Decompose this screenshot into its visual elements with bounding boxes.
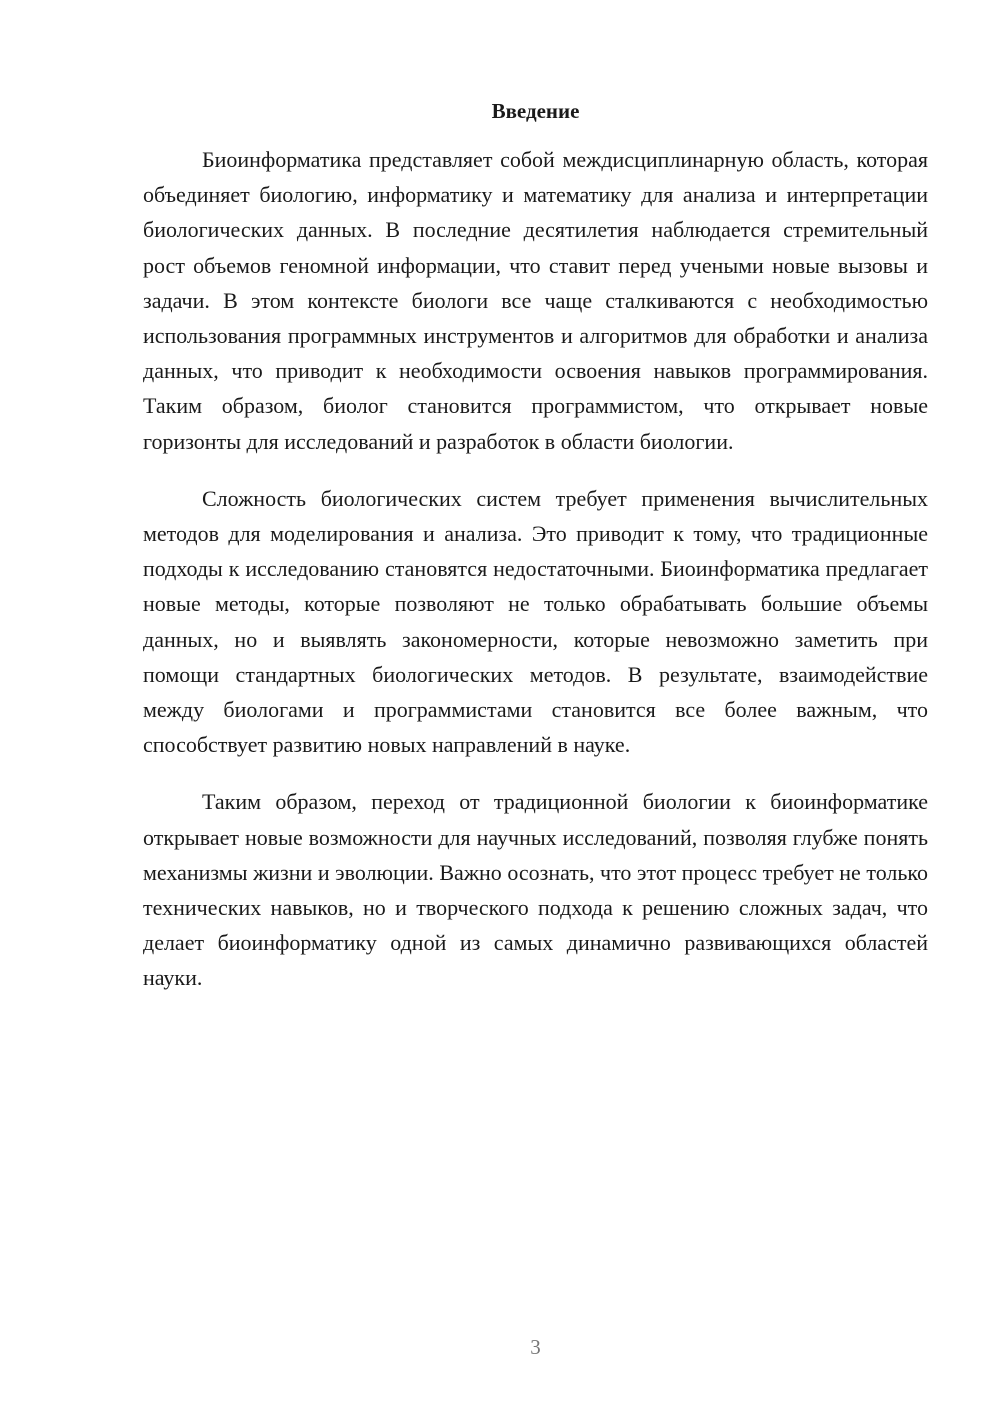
document-page: [143, 0, 928, 1414]
page-number: 3: [530, 1335, 541, 1359]
paragraph-1: Биоинформатика представляет собой междисциплинарную область, которая объединяет биологию, информатику и математику для анализа и интерпретации биологических данных. В последние десятилетия наблюдается стремительный рост объемов геномной информации, что ставит перед учеными новые вызовы и задачи. В этом контексте биологи все чаще сталкиваются с необходимостью использования программных инструментов и алгоритмов для обработки и анализа данных, что приводит к необходимости освоения навыков программирования. Таким образом, биолог становится программистом, что открывает новые горизонты для исследований и разработок в области биологии.: [143, 147, 928, 454]
section-heading: Введение: [491, 99, 580, 123]
paragraph-2: Сложность биологических систем требует применения вычислительных методов для моделирования и анализа. Это приводит к тому, что традиционные подходы к исследованию становятся недостаточными. Биоинформатика предлагает новые методы, которые позволяют не только обрабатывать большие объемы данных, но и выявлять закономерности, которые невозможно заметить при помощи стандартных биологических методов. В результате, взаимодействие между биологами и программистами становится все более важным, что способствует развитию новых направлений в науке.: [143, 485, 928, 758]
paragraph-3: Таким образом, переход от традиционной биологии к биоинформатике открывает новые возможности для научных исследований, позволяя глубже понять механизмы жизни и эволюции. Важно осознать, что этот процесс требует не только технических навыков, но и творческого подхода к решению сложных задач, что делает биоинформатику одной из самых динамично развивающихся областей науки.: [143, 789, 928, 991]
body-text: [143, 142, 928, 1018]
